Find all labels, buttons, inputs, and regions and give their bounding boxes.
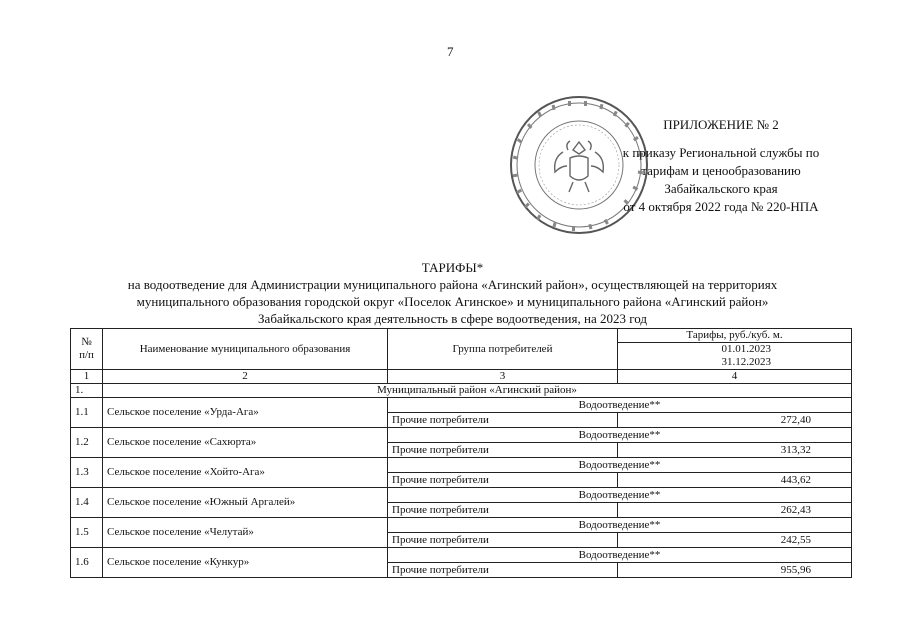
table-row (71, 458, 852, 473)
row-service-name: Водоотведение** (388, 428, 852, 443)
row-consumer-group: Прочие потребители (388, 473, 618, 488)
row-tariff-value: 443,62 (618, 473, 852, 488)
document-heading (40, 259, 865, 327)
table-section-row (71, 384, 852, 398)
row-tariff-value: 955,96 (618, 563, 852, 578)
row-tariff-value: 242,55 (618, 533, 852, 548)
index-cell: 2 (103, 370, 388, 384)
header-group-cell: Группа потребителей (388, 329, 618, 370)
appendix-line-2: тарифам и ценообразованию (641, 163, 801, 178)
header-rate-from: 01.01.2023 (618, 343, 852, 357)
heading-title: ТАРИФЫ* (421, 260, 484, 275)
header-number-line-2: п/п (79, 349, 94, 361)
row-number: 1.1 (71, 398, 103, 428)
heading-line-2: муниципального образования городской округ «Поселок Агинское» и муниципального района «Агинский район» (136, 294, 769, 309)
row-consumer-group: Прочие потребители (388, 443, 618, 458)
heading-line-3: Забайкальского края деятельность в сфере водоотведения, на 2023 год (258, 311, 647, 326)
table-row (71, 488, 852, 503)
tariff-table (70, 328, 852, 578)
row-consumer-group: Прочие потребители (388, 503, 618, 518)
row-number: 1.2 (71, 428, 103, 458)
header-rate-cell: Тарифы, руб./куб. м. (618, 329, 852, 343)
row-service-name: Водоотведение** (388, 398, 852, 413)
row-number: 1.6 (71, 548, 103, 578)
page-number: 7 (447, 44, 454, 59)
table-row (71, 518, 852, 533)
index-cell: 4 (618, 370, 852, 384)
header-rate-to: 31.12.2023 (618, 356, 852, 370)
row-number: 1.5 (71, 518, 103, 548)
row-municipality-name: Сельское поселение «Кункур» (103, 548, 388, 578)
appendix-line-1: к приказу Региональной службы по (622, 145, 820, 160)
table-header-row (71, 329, 852, 343)
row-municipality-name: Сельское поселение «Хойто-Ага» (103, 458, 388, 488)
row-service-name: Водоотведение** (388, 518, 852, 533)
row-tariff-value: 313,32 (618, 443, 852, 458)
row-tariff-value: 262,43 (618, 503, 852, 518)
row-consumer-group: Прочие потребители (388, 413, 618, 428)
row-tariff-value: 272,40 (618, 413, 852, 428)
header-name-cell: Наименование муниципального образования (103, 329, 388, 370)
section-number: 1. (71, 384, 103, 398)
table-index-row (71, 370, 852, 384)
heading-line-1: на водоотведение для Администрации муниципального района «Агинский район», осуществляющей на территориях (127, 277, 778, 292)
table-row (71, 548, 852, 563)
header-number-cell (71, 329, 103, 370)
table-row (71, 428, 852, 443)
index-cell: 3 (388, 370, 618, 384)
appendix-title: ПРИЛОЖЕНИЕ № 2 (663, 117, 779, 132)
row-number: 1.3 (71, 458, 103, 488)
table-row (71, 398, 852, 413)
row-service-name: Водоотведение** (388, 488, 852, 503)
row-consumer-group: Прочие потребители (388, 533, 618, 548)
row-number: 1.4 (71, 488, 103, 518)
row-service-name: Водоотведение** (388, 548, 852, 563)
index-cell: 1 (71, 370, 103, 384)
appendix-block (596, 116, 846, 216)
row-municipality-name: Сельское поселение «Челутай» (103, 518, 388, 548)
header-number-line-1: № (81, 336, 92, 348)
section-name: Муниципальный район «Агинский район» (103, 384, 852, 398)
row-municipality-name: Сельское поселение «Сахюрта» (103, 428, 388, 458)
row-service-name: Водоотведение** (388, 458, 852, 473)
row-consumer-group: Прочие потребители (388, 563, 618, 578)
appendix-line-3: Забайкальского края (664, 181, 778, 196)
row-municipality-name: Сельское поселение «Южный Аргалей» (103, 488, 388, 518)
row-municipality-name: Сельское поселение «Урда-Ага» (103, 398, 388, 428)
appendix-line-4: от 4 октября 2022 года № 220-НПА (623, 199, 819, 214)
